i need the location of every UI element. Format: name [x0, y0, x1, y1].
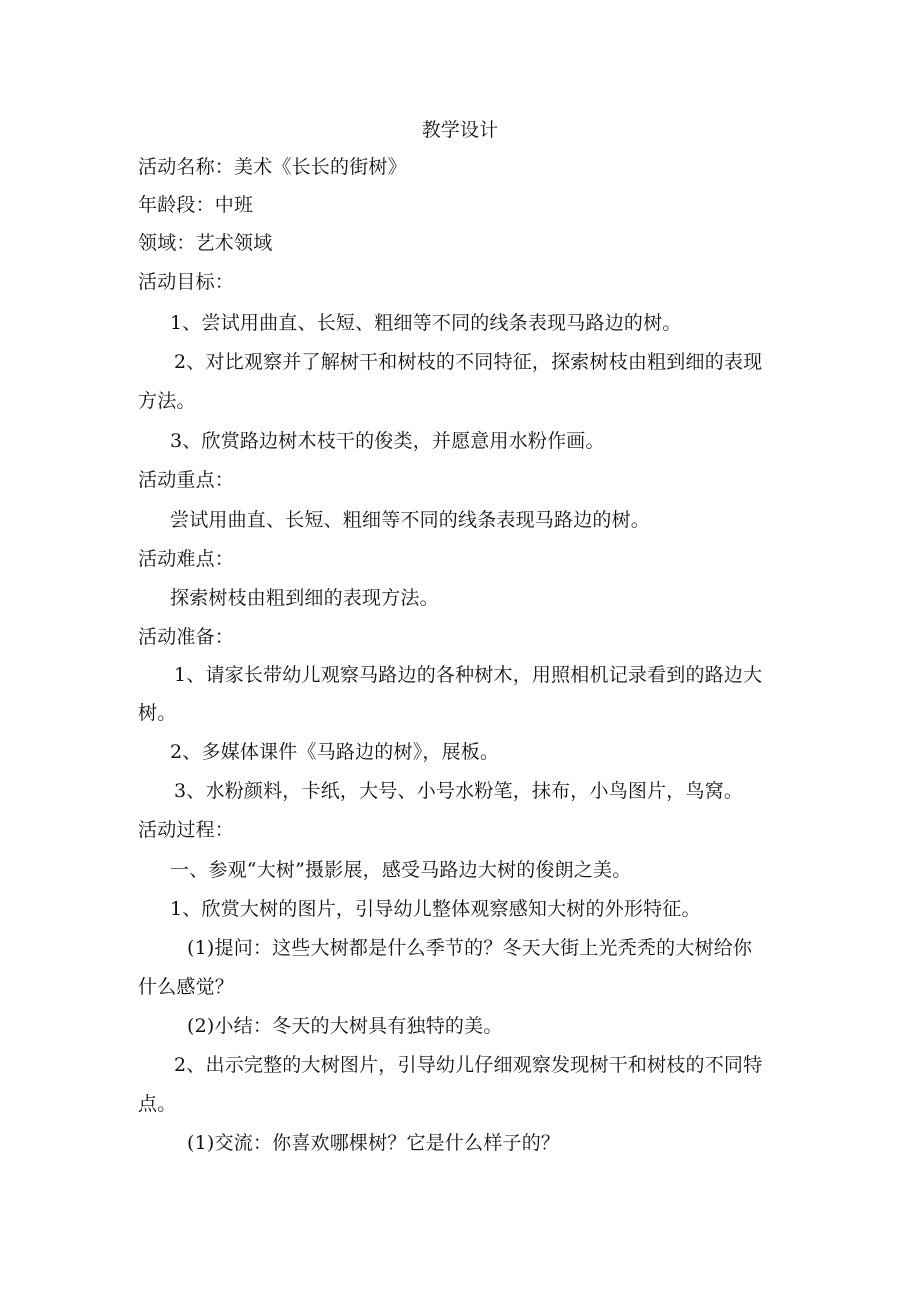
document-title: 教学设计 [421, 119, 499, 141]
preparation-item-3: 3、水粉颜料，卡纸，大号、小号水粉笔，抹布，小鸟图片，鸟窝。 [174, 780, 744, 802]
domain-field: 领域：艺术领域 [138, 232, 273, 254]
goal-item-1: 1、尝试用曲直、长短、粗细等不同的线条表现马路边的树。 [170, 312, 682, 334]
goal-item-3: 3、欣赏路边树木枝干的俊类，并愿意用水粉作画。 [170, 430, 605, 452]
preparation-item-2: 2、多媒体课件《马路边的树》，展板。 [170, 741, 500, 763]
activity-name: 活动名称：美术《长长的街树》 [138, 156, 407, 178]
process-question-1-continued: 什么感觉？ [138, 976, 235, 998]
goal-item-2-continued: 方法。 [138, 390, 196, 412]
key-point-text: 尝试用曲直、长短、粗细等不同的线条表现马路边的树。 [170, 509, 651, 531]
section-heading-difficulty: 活动难点： [138, 548, 235, 570]
process-substep-2: 2、出示完整的大树图片，引导幼儿仔细观察发现树干和树枝的不同特 [174, 1054, 763, 1076]
process-question-1: (1)提问：这些大树都是什么季节的？冬天大街上光秃秃的大树给你 [187, 937, 753, 959]
process-step-1: 一、参观“大树”摄影展，感受马路边大树的俊朗之美。 [170, 859, 632, 881]
section-heading-preparation: 活动准备： [138, 626, 235, 648]
preparation-item-1-continued: 树。 [138, 702, 177, 724]
process-substep-2-continued: 点。 [138, 1093, 177, 1115]
goal-item-2: 2、对比观察并了解树干和树枝的不同特征，探索树枝由粗到细的表现 [174, 351, 763, 373]
process-substep-1: 1、欣赏大树的图片，引导幼儿整体观察感知大树的外形特征。 [170, 898, 701, 920]
preparation-item-1: 1、请家长带幼儿观察马路边的各种树木，用照相机记录看到的路边大 [174, 664, 763, 686]
section-heading-goals: 活动目标： [138, 271, 235, 293]
process-discussion-1: (1)交流：你喜欢哪棵树？它是什么样子的？ [187, 1132, 561, 1154]
age-group: 年龄段：中班 [138, 194, 254, 216]
section-heading-process: 活动过程： [138, 819, 235, 841]
section-heading-key-point: 活动重点： [138, 469, 235, 491]
difficulty-text: 探索树枝由粗到细的表现方法。 [170, 587, 439, 609]
process-summary-1: (2)小结：冬天的大树具有独特的美。 [187, 1015, 503, 1037]
